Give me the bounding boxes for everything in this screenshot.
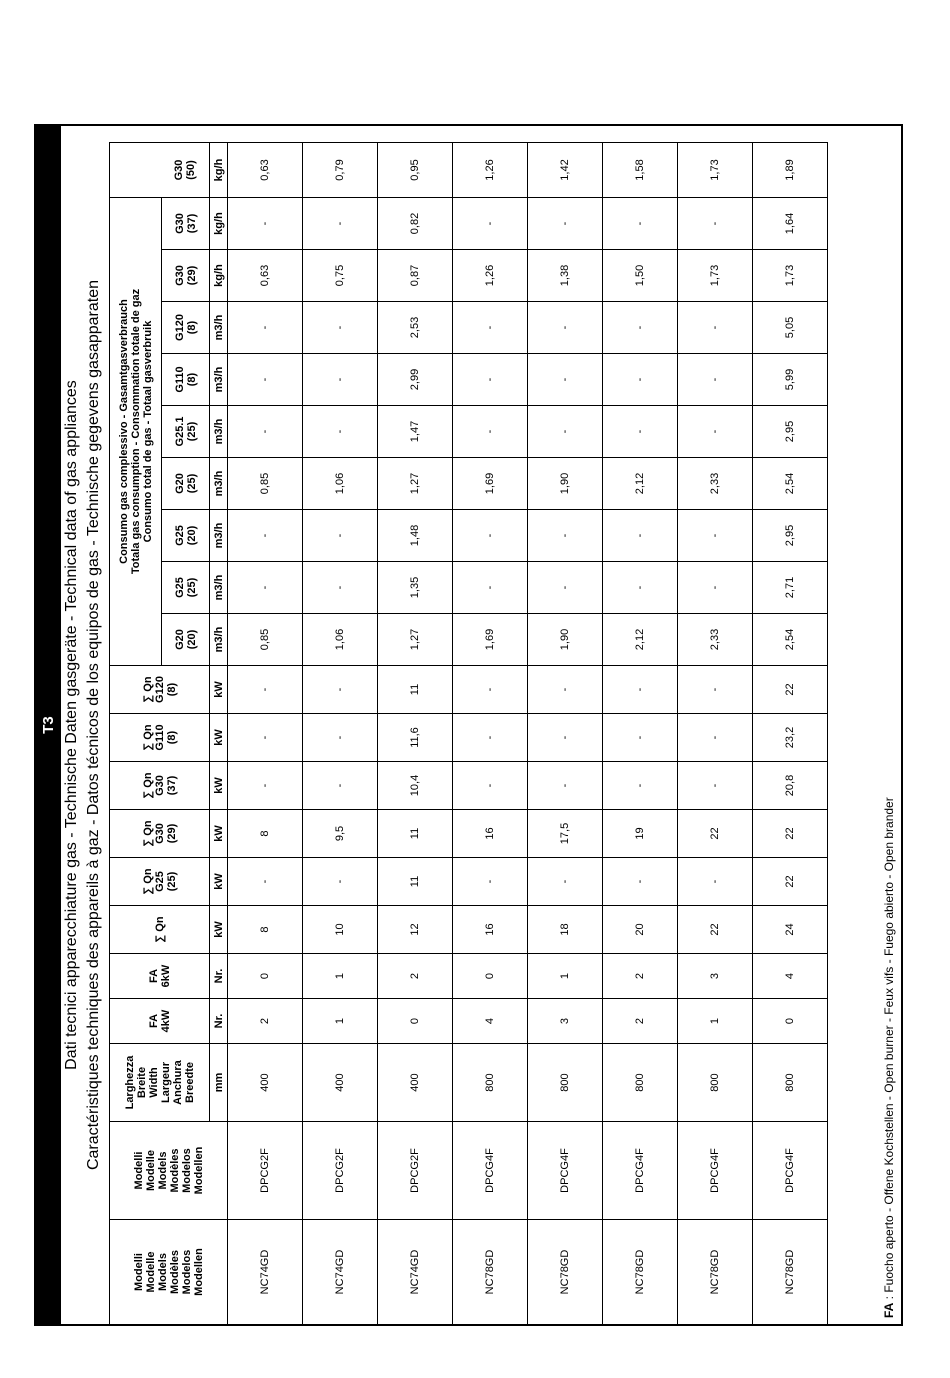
unit-cell: m3/h [210,354,228,406]
value-cell: - [678,354,753,406]
gas-type-header [162,143,210,198]
header-line: G30 [153,775,166,796]
header-total-consumption [110,198,162,666]
header-line: G30 [153,823,166,844]
gas-type-header [162,406,210,458]
value-cell: 800 [603,1044,678,1122]
header-line: G120 [153,676,166,703]
value-cell: - [303,858,378,906]
value-cell: - [303,510,378,562]
value-cell: - [303,406,378,458]
value-cell: - [453,666,528,714]
value-cell: 400 [228,1044,303,1122]
value-cell: 0 [228,954,303,999]
value-cell: 0,85 [228,614,303,666]
value-cell: - [603,666,678,714]
value-cell: - [453,762,528,810]
gas-type-line: (20) [185,629,198,650]
value-cell: - [453,858,528,906]
value-cell: 2 [603,954,678,999]
value-cell: 1,69 [453,614,528,666]
gas-type-line: G30 [173,265,186,286]
sheet-titles [61,126,109,1324]
value-cell: - [528,406,603,458]
model-cell: NC78GD [453,1220,528,1325]
unit-cell: m3/h [210,614,228,666]
variant-cell: DPCG2F [303,1122,378,1220]
gas-type-line: G30 [173,159,186,181]
value-cell: 1,35 [378,562,453,614]
header-qn-g25 [110,858,210,906]
unit-cell: m3/h [210,406,228,458]
value-cell: 2 [228,999,303,1044]
header-line: Larghezza [123,1055,136,1110]
header-line: Totala gas consumption - Consommation totale de gaz [129,288,142,575]
value-cell: - [303,198,378,250]
unit-cell: m3/h [210,458,228,510]
unit-cell: Nr. [210,954,228,999]
header-line: Modelli [132,1151,145,1190]
value-cell: 18 [528,906,603,954]
value-cell: 3 [678,954,753,999]
value-cell: 1,38 [528,250,603,302]
value-cell: - [528,302,603,354]
header-qn-g120 [110,666,210,714]
value-cell: 4 [453,999,528,1044]
header-qn-g30-37 [110,762,210,810]
value-cell: - [303,714,378,762]
value-cell: 10,4 [378,762,453,810]
table-id-band: T3 [36,126,61,1324]
model-cell: NC78GD [753,1220,828,1325]
header-blank [110,143,162,198]
model-cell: NC78GD [603,1220,678,1325]
value-cell: 1,69 [453,458,528,510]
value-cell: 2,99 [378,354,453,406]
value-cell: 0,75 [303,250,378,302]
header-line: ∑ Qn [153,916,166,943]
unit-cell: kW [210,762,228,810]
gas-type-header [162,198,210,250]
table-row [603,143,678,1325]
value-cell: - [528,562,603,614]
value-cell: - [678,198,753,250]
value-cell: - [603,302,678,354]
value-cell: 0,95 [378,143,453,198]
header-line: ∑ Qn [141,724,154,751]
unit-cell: kg/h [210,250,228,302]
unit-cell: kg/h [210,198,228,250]
gas-type-header [162,354,210,406]
value-cell: 0,85 [228,458,303,510]
model-cell: NC74GD [303,1220,378,1325]
value-cell: 1,89 [753,143,828,198]
value-cell: - [528,858,603,906]
value-cell: 2,53 [378,302,453,354]
header-line: Modèles [168,1250,181,1295]
value-cell: - [528,714,603,762]
variant-cell: DPCG4F [603,1122,678,1220]
unit-cell: m3/h [210,302,228,354]
model-cell: NC74GD [228,1220,303,1325]
header-model-variant [110,1122,228,1220]
value-cell: 2,33 [678,458,753,510]
value-cell: 10 [303,906,378,954]
unit-cell: m3/h [210,562,228,614]
gas-type-header [162,614,210,666]
gas-type-line: G25 [173,577,186,598]
variant-cell: DPCG2F [378,1122,453,1220]
value-cell: 0,87 [378,250,453,302]
table-row [303,143,378,1325]
value-cell: - [603,762,678,810]
header-line: Modellen [192,1248,205,1296]
header-line: ∑ Qn [141,676,154,703]
header-qn-g110 [110,714,210,762]
variant-cell: DPCG4F [453,1122,528,1220]
gas-type-line: (29) [185,265,198,286]
value-cell: - [228,666,303,714]
value-cell: 5,05 [753,302,828,354]
gas-type-header [162,562,210,614]
value-cell: 400 [378,1044,453,1122]
header-line: Modelle [144,1150,157,1191]
footer-note [882,120,896,1324]
table-row [453,143,528,1325]
value-cell: 1,64 [753,198,828,250]
gas-type-line: (8) [185,320,198,335]
gas-type-line: (37) [185,213,198,234]
header-line: Models [156,1151,169,1190]
header-line: (8) [165,682,178,697]
value-cell: 1,06 [303,458,378,510]
value-cell: - [603,562,678,614]
header-line: Modelos [180,1249,193,1295]
value-cell: - [228,858,303,906]
value-cell: - [528,510,603,562]
header-line: FA [147,1013,160,1029]
value-cell: 9,5 [303,810,378,858]
unit-cell: kW [210,810,228,858]
value-cell: 4 [753,954,828,999]
value-cell: 1,73 [753,250,828,302]
value-cell: 11 [378,666,453,714]
value-cell: - [453,354,528,406]
value-cell: - [228,562,303,614]
value-cell: - [678,858,753,906]
value-cell: - [453,714,528,762]
value-cell: 8 [228,906,303,954]
table-row [753,143,828,1325]
value-cell: 1,48 [378,510,453,562]
value-cell: - [228,354,303,406]
table-row [228,143,303,1325]
value-cell: 17,5 [528,810,603,858]
gas-data-table [109,142,828,1325]
value-cell: 2 [603,999,678,1044]
unit-cell: Nr. [210,999,228,1044]
gas-type-header [162,250,210,302]
value-cell: 1,27 [378,458,453,510]
value-cell: 20 [603,906,678,954]
value-cell: - [678,406,753,458]
title-line-1: Dati tecnici apparecchiature gas - Technische Daten gasgeräte - Technical data of gas appliances [63,380,80,1070]
variant-cell: DPCG4F [753,1122,828,1220]
variant-cell: DPCG4F [528,1122,603,1220]
value-cell: 1,58 [603,143,678,198]
value-cell: 0,82 [378,198,453,250]
gas-type-line: G120 [173,314,186,341]
gas-type-header [162,458,210,510]
value-cell: 2,33 [678,614,753,666]
value-cell: 1,26 [453,143,528,198]
value-cell: - [303,354,378,406]
unit-cell: kW [210,666,228,714]
value-cell: 1,47 [378,406,453,458]
gas-type-header [162,302,210,354]
value-cell: - [453,562,528,614]
value-cell: - [603,406,678,458]
header-line: G110 [153,724,166,751]
value-cell: 1,90 [528,614,603,666]
unit-cell: m3/h [210,510,228,562]
value-cell: 2,12 [603,458,678,510]
gas-type-header [162,510,210,562]
value-cell: 1,50 [603,250,678,302]
header-fa-6kw [110,954,210,999]
value-cell: 2,54 [753,614,828,666]
value-cell: 3 [528,999,603,1044]
value-cell: 2,95 [753,510,828,562]
table-row [378,143,453,1325]
value-cell: - [528,198,603,250]
value-cell: - [228,510,303,562]
value-cell: 22 [753,858,828,906]
gas-type-line: G25 [173,525,186,546]
value-cell: - [528,354,603,406]
value-cell: - [678,510,753,562]
value-cell: 22 [753,666,828,714]
header-line: ∑ Qn [141,820,154,847]
gas-type-line: (25) [185,577,198,598]
value-cell: - [528,666,603,714]
value-cell: 800 [528,1044,603,1122]
header-line: Modelle [144,1251,157,1293]
header-line: Models [156,1253,169,1291]
value-cell: - [603,510,678,562]
header-line: (29) [165,823,178,844]
value-cell: - [453,302,528,354]
value-cell: - [453,198,528,250]
header-line: Modèles [168,1148,181,1193]
value-cell: - [228,406,303,458]
value-cell: - [228,762,303,810]
header-qn [110,906,210,954]
unit-cell: kW [210,906,228,954]
gas-type-line: G25.1 [173,416,186,447]
value-cell: - [603,354,678,406]
value-cell: 0,79 [303,143,378,198]
value-cell: - [603,858,678,906]
value-cell: 22 [678,810,753,858]
value-cell: - [228,714,303,762]
model-cell: NC78GD [528,1220,603,1325]
value-cell: 5,99 [753,354,828,406]
value-cell: 1,73 [678,143,753,198]
value-cell: 1,26 [453,250,528,302]
gas-type-line: G20 [173,629,186,650]
value-cell: 1,27 [378,614,453,666]
unit-cell: kg/h [210,143,228,198]
value-cell: 20,8 [753,762,828,810]
value-cell: 8 [228,810,303,858]
value-cell: - [678,302,753,354]
gas-type-line: (25) [185,473,198,494]
gas-type-line: G20 [173,473,186,494]
value-cell: 0 [378,999,453,1044]
value-cell: - [303,562,378,614]
value-cell: 11 [378,858,453,906]
value-cell: 16 [453,810,528,858]
value-cell: 1 [528,954,603,999]
value-cell: 11,6 [378,714,453,762]
table-row [678,143,753,1325]
header-line: (25) [165,871,178,892]
header-line: FA [147,968,160,984]
unit-cell: kW [210,714,228,762]
value-cell: 1,42 [528,143,603,198]
header-line: (8) [165,730,178,745]
value-cell: 2,71 [753,562,828,614]
value-cell: 16 [453,906,528,954]
value-cell: - [528,762,603,810]
header-model [110,1220,228,1325]
value-cell: - [678,666,753,714]
model-cell: NC74GD [378,1220,453,1325]
header-line: Breite [135,1066,148,1099]
value-cell: - [228,198,303,250]
model-cell: NC78GD [678,1220,753,1325]
unit-cell: mm [210,1044,228,1122]
header-line: 4kW [159,1009,172,1033]
value-cell: 0 [453,954,528,999]
value-cell: 19 [603,810,678,858]
unit-cell: kW [210,858,228,906]
value-cell: - [678,762,753,810]
value-cell: 2 [378,954,453,999]
header-line: Consumo gas complessivo - Gasamtgasverbrauch [117,299,130,564]
value-cell: 0,63 [228,250,303,302]
header-line: Anchura [171,1060,184,1105]
value-cell: 2,54 [753,458,828,510]
value-cell: 2,12 [603,614,678,666]
value-cell: 22 [678,906,753,954]
value-cell: 1 [303,954,378,999]
value-cell: - [603,714,678,762]
footer-text: : Fuocho aperto - Offene Kochstellen - Open burner - Feux vifs - Fuego abierto - Open brander [882,797,896,1303]
value-cell: 0 [753,999,828,1044]
value-cell: 1 [303,999,378,1044]
gas-type-line: G110 [173,366,186,393]
value-cell: 1,06 [303,614,378,666]
value-cell: 800 [453,1044,528,1122]
value-cell: - [303,666,378,714]
value-cell: 12 [378,906,453,954]
header-line: Modelos [180,1148,193,1193]
header-line: ∑ Qn [141,772,154,799]
gas-type-line: (50) [185,160,198,180]
technical-data-sheet [34,124,903,1326]
title-line-2: Caractéristiques techniques des appareils à gaz - Datos técnicos de los equipos de gas - Technische gegevens gasapparaten [85,279,102,1171]
header-line: ∑ Qn [141,868,154,895]
value-cell: 1 [678,999,753,1044]
value-cell: 800 [678,1044,753,1122]
header-line: Consumo total de gas - Totaal gasverbruik [141,320,154,543]
value-cell: - [678,714,753,762]
header-line: Largeur [159,1062,172,1103]
value-cell: 11 [378,810,453,858]
value-cell: - [228,302,303,354]
value-cell: - [453,510,528,562]
header-line: Breedte [183,1062,196,1103]
header-width [110,1044,210,1122]
header-line: G25 [153,871,166,892]
table-row [528,143,603,1325]
header-line: (37) [165,775,178,796]
value-cell: 800 [753,1044,828,1122]
value-cell: 2,95 [753,406,828,458]
value-cell: - [603,198,678,250]
value-cell: 0,63 [228,143,303,198]
value-cell: 1,73 [678,250,753,302]
value-cell: - [303,762,378,810]
value-cell: 23,2 [753,714,828,762]
gas-type-line: G30 [173,213,186,234]
header-line: Width [147,1067,160,1098]
gas-type-line: (8) [185,372,198,387]
value-cell: - [453,406,528,458]
value-cell: 22 [753,810,828,858]
value-cell: - [303,302,378,354]
gas-type-line: (25) [185,421,198,442]
variant-cell: DPCG4F [678,1122,753,1220]
value-cell: 24 [753,906,828,954]
gas-type-line: (20) [185,525,198,546]
header-line: Modelli [132,1253,145,1291]
variant-cell: DPCG2F [228,1122,303,1220]
value-cell: 1,90 [528,458,603,510]
header-line: Modellen [192,1146,205,1195]
value-cell: 400 [303,1044,378,1122]
footer-abbr: FA [882,1302,896,1318]
header-line: 6kW [159,964,172,988]
header-fa-4kw [110,999,210,1044]
header-qn-g30-29 [110,810,210,858]
value-cell: - [678,562,753,614]
